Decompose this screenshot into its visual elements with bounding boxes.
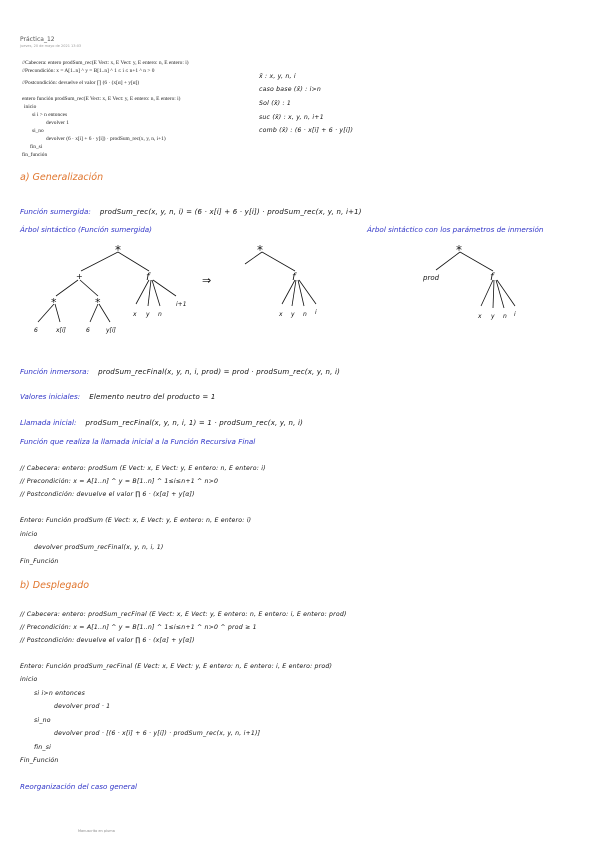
- tree-inmersion-1: [245, 252, 316, 306]
- section-title-c: Reorganización del caso general: [20, 782, 138, 791]
- wrapper-line: // Postcondición: devuelve el valor ∏ 6 · (x[α] + y[α]): [20, 491, 195, 498]
- funcion-sumergida-label: Función sumergida:: [20, 207, 91, 216]
- funcion-inmersora-label: Función inmersora:: [20, 367, 89, 376]
- desplegado-line: fin_si: [34, 744, 52, 751]
- tree1-mul-right: *: [95, 296, 101, 309]
- note-line: comb (x̄) : (6 · x[i] + 6 · y[i]): [259, 127, 354, 134]
- llamada-text: prodSum_recFinal(x, y, n, i, 1) = 1 · prodSum_rec(x, y, n, i): [85, 419, 304, 427]
- desplegado-line: Fin_Función: [20, 757, 59, 764]
- tree1-f: f: [146, 272, 150, 283]
- wrapper-line: Fin_Función: [20, 558, 59, 565]
- code-line: //Cabecera: entero prodSum_rec(E Vect: x, E Vect: y, E entero: n, E entero: i): [22, 60, 189, 66]
- wrapper-line: inicio: [20, 531, 38, 538]
- tree2-leaf: n: [303, 311, 307, 318]
- syntax-trees-svg: [0, 230, 599, 345]
- funcion-sumergida-text: prodSum_rec(x, y, n, i) = (6 · x[i] + 6 · y[i]) · prodSum_rec(x, y, n, i+1): [99, 208, 362, 216]
- tree1-leaf: 6: [86, 327, 90, 334]
- footer-note: Manuscrito en pluma: [78, 829, 115, 833]
- section-title-a: a) Generalización: [20, 172, 104, 183]
- tree2-leaf: x: [279, 311, 283, 318]
- arbol-sumergida-label: Árbol sintáctico (Función sumergida): [20, 225, 152, 234]
- wrapper-line: // Precondición: x = A[1..n] ^ y = B[1..n] ^ 1≤i≤n+1 ^ n>0: [20, 478, 219, 485]
- wrapper-line: Entero: Función prodSum (E Vect: x, E Vect: y, E entero: n, E entero: i): [20, 517, 252, 524]
- code-line: si_no: [32, 128, 44, 134]
- wrapper-line: // Cabecera: entero: prodSum (E Vect: x, E Vect: y, E entero: n, E entero: i): [20, 465, 266, 472]
- valores-label: Valores iniciales:: [20, 392, 81, 401]
- code-line: fin_si: [30, 144, 43, 150]
- tree1-leaf: n: [158, 311, 162, 318]
- funcion-sumergida: [20, 199, 362, 218]
- tree1-leaf: y: [146, 311, 150, 318]
- note-line: caso base (x̄) : i>n: [259, 86, 322, 93]
- note-line: Sol (x̄) : 1: [259, 100, 292, 107]
- funcion-llamada-label: Función que realiza la llamada inicial a la Función Recursiva Final: [20, 437, 256, 446]
- tree-sumergida: [38, 252, 176, 322]
- tree3-f: f: [490, 272, 494, 283]
- desplegado-line: inicio: [20, 676, 38, 683]
- code-line: si i > n entonces: [32, 112, 68, 118]
- desplegado-line: Entero: Función prodSum_recFinal (E Vect: x, E Vect: y, E entero: n, E entero: i, E entero: prod): [20, 663, 333, 670]
- wrapper-line: devolver prodSum_recFinal(x, y, n, i, 1): [34, 544, 164, 551]
- tree3-root: *: [456, 243, 462, 257]
- code-line: //Precondición: x = A[1..n] ^ y = B[1..n] ^ 1 ≤ i ≤ n+1 ^ n > 0: [22, 68, 155, 74]
- tree2-f: f: [292, 272, 296, 283]
- tree1-leaf: y[i]: [106, 327, 116, 334]
- funcion-inmersora-text: prodSum_recFinal(x, y, n, i, prod) = prod · prodSum_rec(x, y, n, i): [98, 368, 341, 376]
- tree-inmersion-2: [436, 252, 515, 308]
- llamada-inicial: [20, 410, 303, 429]
- note-line: x̄ : x, y, n, i: [259, 73, 296, 80]
- funcion-inmersora: [20, 359, 340, 378]
- tree1-leaf: x: [133, 311, 137, 318]
- desplegado-line: si_no: [34, 717, 51, 724]
- valores-text: Elemento neutro del producto = 1: [89, 393, 216, 401]
- code-line: devolver (6 · x[i] + 6 · y[i]) · prodSum_rec(x, y, n, i+1): [46, 136, 166, 142]
- code-line: //Postcondición: devuelve el valor ∏ (6 · (x[α] + y[α]): [22, 80, 140, 86]
- desplegado-line: devolver prod · 1: [54, 703, 111, 710]
- tree2-leaf: i: [315, 309, 317, 316]
- arrow-icon: ⇒: [202, 274, 212, 287]
- page-date: jueves, 20 de mayo de 2021 13:03: [20, 44, 82, 48]
- desplegado-line: si i>n entonces: [34, 690, 85, 697]
- tree1-leaf: i+1: [176, 301, 187, 308]
- tree2-leaf: y: [291, 311, 295, 318]
- tree3-leaf: x: [478, 313, 482, 320]
- tree3-leaf: n: [503, 313, 507, 320]
- note-line: suc (x̄) : x, y, n, i+1: [259, 114, 324, 121]
- desplegado-line: // Precondición: x = A[1..n] ^ y = B[1..n] ^ 1≤i≤n+1 ^ n>0 ^ prod ≥ 1: [20, 624, 257, 631]
- desplegado-line: // Cabecera: entero: prodSum_recFinal (E Vect: x, E Vect: y, E entero: n, E entero: i, E entero: prod): [20, 611, 347, 618]
- tree1-plus: +: [76, 272, 83, 281]
- section-title-b: b) Desplegado: [20, 580, 90, 591]
- valores-iniciales: [20, 384, 216, 403]
- tree3-leaf: i: [514, 311, 516, 318]
- tree3-leaf: y: [491, 313, 495, 320]
- tree2-root: *: [257, 243, 263, 257]
- llamada-label: Llamada inicial:: [20, 418, 77, 427]
- desplegado-line: // Postcondición: devuelve el valor ∏ 6 · (x[α] + y[α]): [20, 637, 195, 644]
- code-line: inicio: [24, 104, 37, 110]
- arbol-inmersion-label: Árbol sintáctico con los parámetros de inmersión: [367, 225, 544, 234]
- tree1-leaf: x[i]: [56, 327, 66, 334]
- tree1-root: *: [115, 243, 121, 257]
- page-title: Práctica_12: [20, 36, 55, 43]
- desplegado-line: devolver prod · [(6 · x[i] + 6 · y[i]) · prodSum_rec(x, y, n, i+1)]: [54, 730, 261, 737]
- tree1-leaf: 6: [34, 327, 38, 334]
- code-line: devolver 1: [46, 120, 69, 126]
- tree1-mul-left: *: [51, 296, 57, 309]
- tree3-prod: prod: [423, 274, 440, 282]
- code-line: entero función prodSum_rec(E Vect: x, E Vect: y, E entero: n, E entero: i): [22, 96, 181, 102]
- code-line: fin_función: [22, 152, 48, 158]
